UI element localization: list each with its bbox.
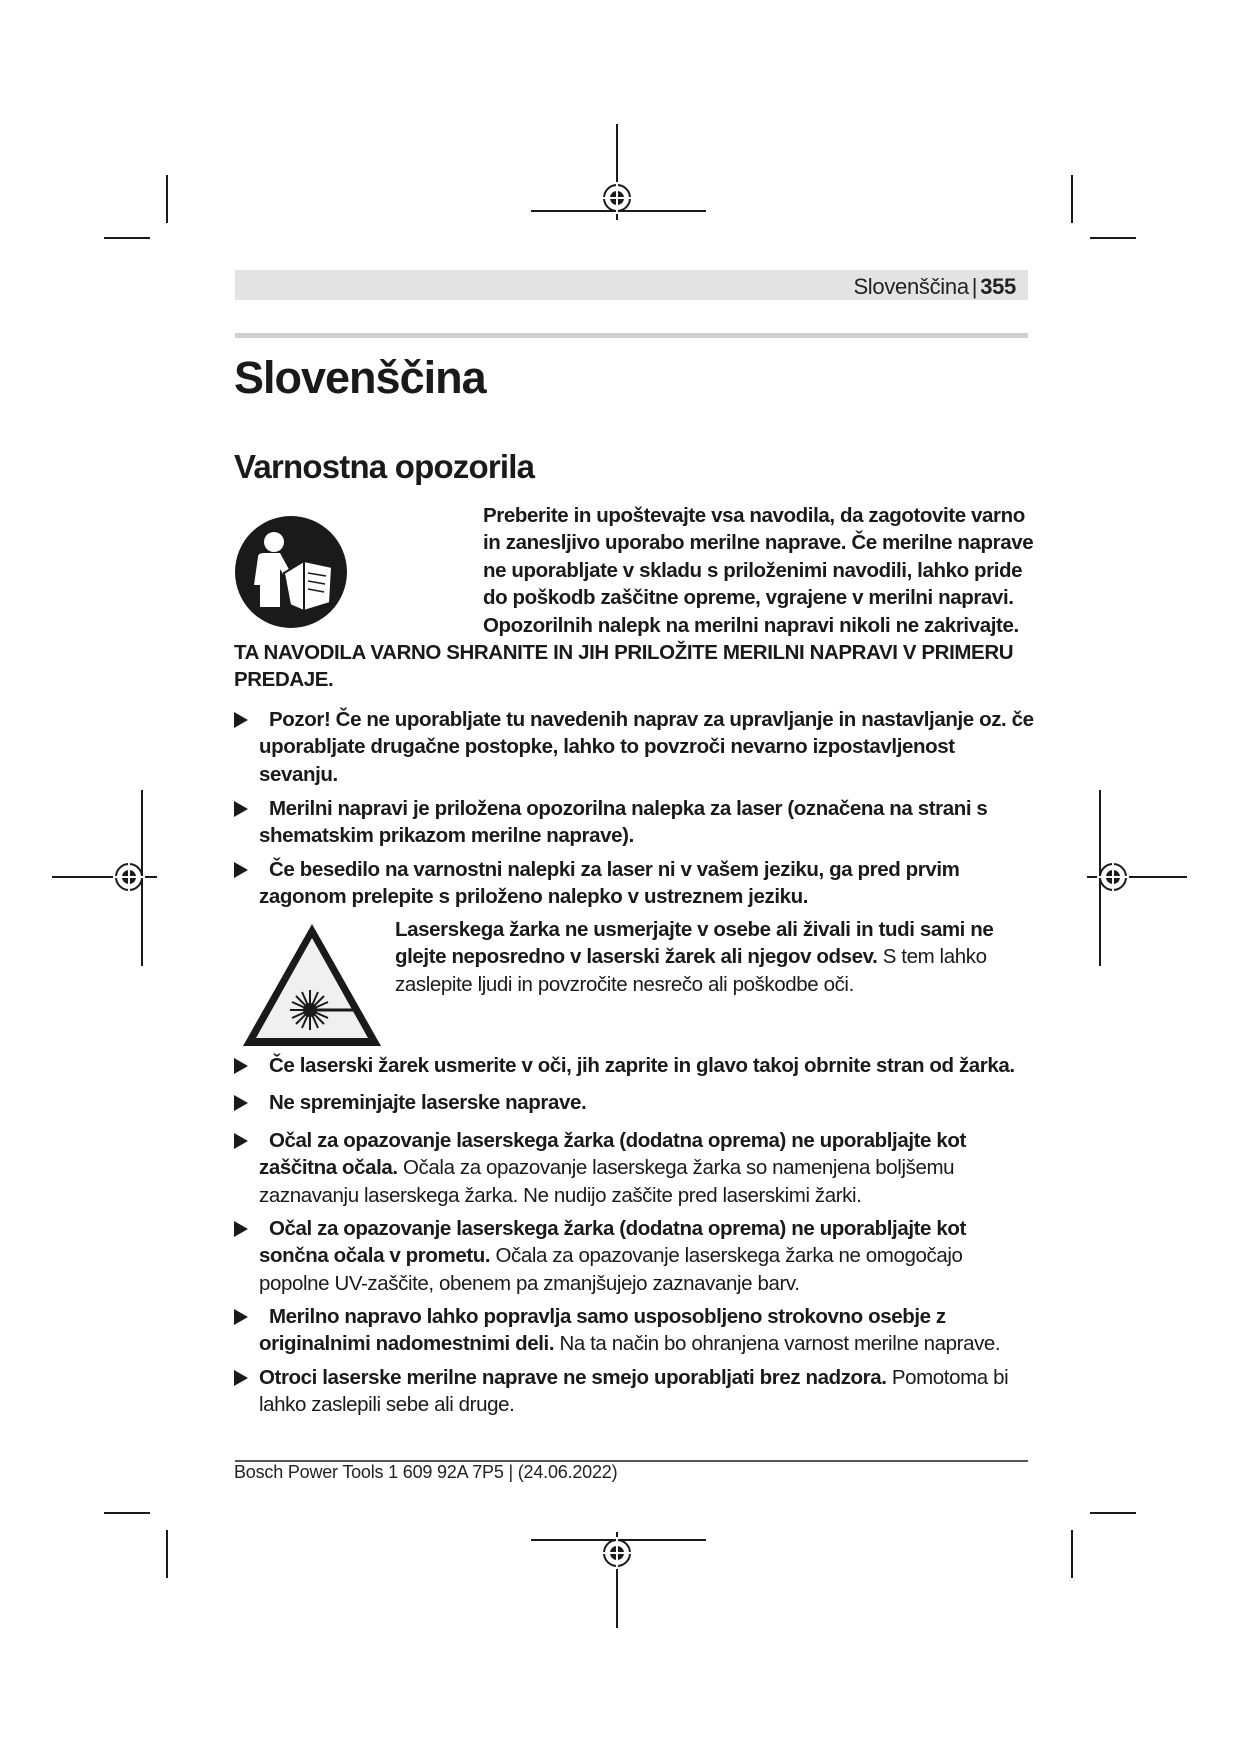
registration-mark-icon bbox=[531, 1532, 711, 1632]
bullet-arrow-icon bbox=[234, 1221, 248, 1237]
laser-bold-text: Laserskega žarka ne usmerjajte v osebe ali živali in tudi sami ne glejte neposredno v laserski žarek ali njegov odsev. bbox=[395, 918, 994, 969]
bullet-arrow-icon bbox=[234, 1309, 248, 1325]
crop-mark bbox=[104, 237, 150, 239]
bullet-arrow-icon bbox=[234, 1058, 248, 1074]
list-item bbox=[234, 1303, 1034, 1358]
crop-mark bbox=[1071, 175, 1073, 223]
item-bold-text: Če besedilo na varnostni nalepki za laser ni v vašem jeziku, ga pred prvim zagonom prelepite s priloženo nalepko v ustreznem jeziku. bbox=[259, 858, 960, 909]
section-title: Varnostna opozorila bbox=[234, 448, 535, 485]
list-item bbox=[234, 706, 1034, 788]
crop-mark bbox=[1090, 1512, 1136, 1514]
page-number: 355 bbox=[980, 274, 1016, 299]
running-header bbox=[235, 270, 1028, 300]
bullet-arrow-icon bbox=[234, 1370, 248, 1386]
bullet-arrow-icon bbox=[234, 1133, 248, 1149]
intro-paragraph bbox=[234, 502, 1034, 694]
list-item bbox=[234, 1089, 1034, 1116]
crop-mark bbox=[166, 175, 168, 223]
item-bold-text: Očal za opazovanje laserskega žarka (dodatna oprema) ne uporabljajte kot zaščitna očala. bbox=[259, 1129, 966, 1180]
header-rule bbox=[235, 333, 1028, 338]
laser-normal-text: S tem lahko zaslepite ljudi in povzročite nesrečo ali poškodbe oči. bbox=[395, 945, 987, 996]
crop-mark bbox=[104, 1512, 150, 1514]
list-item bbox=[234, 1215, 1034, 1297]
page-title: Slovenščina bbox=[234, 352, 486, 403]
laser-warning-text bbox=[395, 916, 1015, 998]
list-item bbox=[234, 1052, 1034, 1079]
item-bold-text: Ne spreminjajte laserske naprave. bbox=[269, 1091, 587, 1114]
item-normal-text: Očala za opazovanje laserskega žarka so namenjena boljšemu zaznavanju laserskega žarka. Ne nudijo zaščite pred laserskimi žarki. bbox=[259, 1156, 955, 1207]
header-text bbox=[853, 274, 1016, 300]
intro-text: Preberite in upoštevajte vsa navodila, da zagotovite varno in zanesljivo uporabo merilne naprave. Če merilne naprave ne uporabljate v skladu s priloženimi navodili, lahko pride do poškodb zaščitne opreme, vgrajene v merilni napravi. Opozorilnih nalepk na merilni napravi nikoli ne zakrivajte. TA NAVODILA VARNO SHRANITE IN JIH PRILOŽITE MERILNI NAPRAVI V PRIMERU PREDAJE. bbox=[234, 504, 1034, 692]
crop-mark bbox=[1071, 1530, 1073, 1578]
list-item bbox=[234, 795, 1034, 850]
item-bold-text: Merilno napravo lahko popravlja samo usposobljeno strokovno osebje z originalnimi nadomestnimi deli. bbox=[259, 1305, 946, 1356]
crop-mark bbox=[1090, 237, 1136, 239]
header-separator: | bbox=[971, 274, 978, 299]
header-language: Slovenščina bbox=[853, 274, 969, 299]
bullet-arrow-icon bbox=[234, 862, 248, 878]
list-item bbox=[234, 1127, 1034, 1209]
registration-mark-icon bbox=[52, 790, 162, 970]
item-bold-text: Otroci laserske merilne naprave ne smejo uporabljati brez nadzora. bbox=[259, 1366, 887, 1389]
item-normal-text: Očala za opazovanje laserskega žarka ne omogočajo popolne UV-zaščite, obenem pa zmanjšujejo zaznavanje barv. bbox=[259, 1244, 963, 1295]
item-bold-text: Očal za opazovanje laserskega žarka (dodatna oprema) ne uporabljajte kot sončna očala v prometu. bbox=[259, 1217, 966, 1268]
bullet-arrow-icon bbox=[234, 1095, 248, 1111]
item-normal-text: Pomotoma bi lahko zaslepili sebe ali druge. bbox=[259, 1366, 1009, 1417]
item-bold-text: Pozor! Če ne uporabljate tu navedenih naprav za upravljanje in nastavljanje oz. če uporabljate drugačne postopke, lahko to povzroči nevarno izpostavljenost sevanju. bbox=[259, 708, 1034, 786]
crop-mark bbox=[166, 1530, 168, 1578]
icon-spacer bbox=[234, 502, 483, 639]
item-bold-text: Če laserski žarek usmerite v oči, jih zaprite in glavo takoj obrnite stran od žarka. bbox=[269, 1054, 1015, 1077]
item-normal-text: Na ta način bo ohranjena varnost merilne naprave. bbox=[559, 1332, 1001, 1356]
bullet-arrow-icon bbox=[234, 712, 248, 728]
registration-mark-icon bbox=[1082, 790, 1192, 970]
laser-warning-icon bbox=[240, 920, 385, 1050]
registration-mark-icon bbox=[531, 124, 711, 224]
item-bold-text: Merilni napravi je priložena opozorilna nalepka za laser (označena na strani s shematskim prikazom merilne naprave). bbox=[259, 797, 988, 848]
list-item bbox=[234, 856, 1034, 911]
bullet-arrow-icon bbox=[234, 801, 248, 817]
footer-text: Bosch Power Tools 1 609 92A 7P5 | (24.06.2022) bbox=[234, 1462, 618, 1482]
list-item bbox=[234, 1364, 1034, 1419]
